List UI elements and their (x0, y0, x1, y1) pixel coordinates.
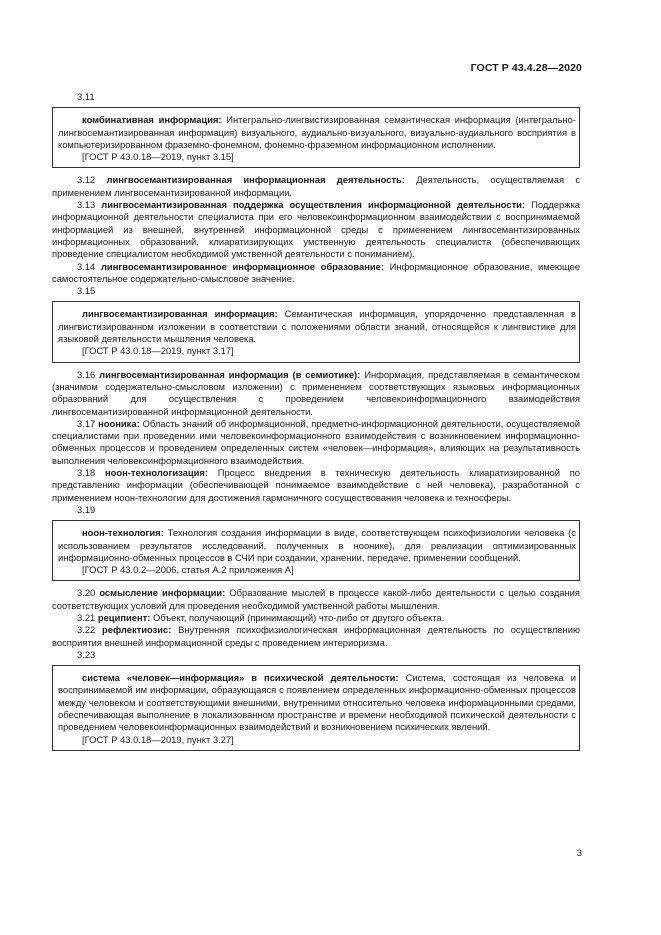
term-name: лингвосемантизированная информация (в семиотике): (99, 368, 361, 380)
term-body (58, 308, 576, 345)
term-number: 3.11 (77, 91, 95, 102)
term-name: ноон-технологизация: (104, 467, 209, 479)
term-name: лингвосемантизированное информационное образование: (100, 260, 384, 272)
term-entry (52, 261, 580, 286)
term-definition: Интегрально-лингвистизированная семантическая информация (интегрально-лингвосемантизированная информация) визуального, аудиально-визуального, визуально-аудиального восприятия в компьютеризированном фраземно-фонемном, фонемно-фраземном информационном исполнении. (58, 114, 577, 150)
term-number: 3.18 (77, 467, 96, 479)
term-number: 3.23 (77, 648, 96, 660)
term-name: осмысление информации: (99, 587, 226, 599)
term-definition: Деятельность, осуществляемая с применением лингвосемантизированной информации. (52, 174, 581, 198)
term-name: лингвосемантизированная информация: (82, 308, 278, 320)
term-reference: [ГОСТ Р 43.0.18—2019, пункт 3.15] (82, 151, 234, 163)
term-name: реципиент: (97, 611, 151, 623)
term-entry (52, 369, 580, 418)
term-definition: Система, состоящая из человека и воспринимаемой им информации, образующаяся с появлением определенных информационно-обменных процессов между человеком и соответствующими внешними, внутренними относительно человека информационными средами, обеспечивающая выполнение в локализованном пространстве и времени необходимой психической деятельности с проведением человекоинформационных взаимодействий и возникновением психических явлений. (58, 672, 576, 733)
term-frame (52, 665, 580, 751)
term-number: 3.13 (77, 199, 96, 211)
term-entry (52, 199, 580, 260)
term-number: 3.17 (77, 417, 96, 429)
term-entry-boxed (52, 504, 580, 581)
term-reference: [ГОСТ Р 43.0.18—2019, пункт 3.17] (82, 345, 234, 357)
term-number: 3.21 (77, 611, 96, 623)
page-number: 3 (576, 848, 582, 859)
term-reference: [ГОСТ Р 43.0.2—2006, статья А.2 приложения А] (82, 564, 294, 576)
term-number: 3.22 (77, 624, 96, 636)
term-name: ноон-технология: (82, 527, 164, 539)
term-frame (52, 301, 580, 362)
term-number: 3.20 (77, 587, 96, 599)
term-name: рефлектиозис: (102, 624, 172, 636)
term-entry (52, 612, 580, 624)
term-name: система «человек—информация» в психической деятельности: (82, 672, 399, 684)
term-name: нооника: (98, 417, 140, 429)
term-entry (52, 418, 580, 467)
term-definition: Внутренняя психофизиологическая информационная деятельность по осуществлению восприятия внешней информационной среды с проведением интериоризма. (52, 624, 580, 648)
term-entry (52, 174, 580, 199)
term-definition: Поддержка информационной деятельности специалиста при его человекоинформационном взаимодействии с воспринимаемой информацией из внешней, внутренней информационной среды с применением лингвосемантизированных информационных образований, клиаратизирующих умственную деятельность специалиста (обеспечивающих проведение специалистом необходимой умственной деятельности с пониманием). (52, 199, 581, 260)
term-entry-boxed (52, 649, 580, 751)
term-name: лингвосемантизированная информационная деятельность: (106, 174, 405, 186)
term-body (58, 527, 576, 564)
term-body (58, 672, 576, 733)
term-number: 3.14 (77, 260, 96, 272)
term-definition: Информационное образование, имеющее самостоятельное содержательно-смысловое значение. (52, 260, 580, 284)
term-frame (52, 520, 580, 581)
term-definition: Процесс внедрения в техническую деятельность клиаратизированной по представлению информации (обеспечивающей понимаемое взаимодействие с ней человека), разработанной с применением ноон-технологии для достижения гармоничного сосуществования человека и техносферы. (52, 467, 580, 503)
terms-content (52, 91, 580, 757)
term-name: комбинативная информация: (82, 114, 222, 126)
term-entry-boxed (52, 91, 580, 168)
term-name: лингвосемантизированная поддержка осуществления информационной деятельности: (101, 199, 526, 211)
term-frame (52, 107, 580, 168)
term-body (58, 114, 576, 151)
term-reference: [ГОСТ Р 43.0.18—2019, пункт 3.27] (82, 733, 234, 745)
term-number: 3.19 (77, 503, 96, 515)
term-entry (52, 587, 580, 612)
term-definition: Технология создания информации в виде, соответствующем психофизиологии человека (с использованием результатов исследований, полученных в ноонике), для реализации оптимизированных информационно-обменных процессов в СЧИ при создании, хранении, передаче, применении сообщений. (58, 527, 576, 563)
term-entry (52, 467, 580, 504)
term-definition: Объект, получающий (принимающий) что-либо от другого объекта. (150, 611, 445, 623)
term-entry-boxed (52, 285, 580, 362)
term-number: 3.15 (77, 285, 96, 297)
term-definition: Информация, представляемая в семантическом (значимом содержательно-смысловом изложении) с применением соответствующих языковых информационных образований для осуществления с проведением человекоинформационного взаимодействия лингвосемантизированной информационной деятельности. (52, 368, 580, 417)
term-definition: Образование мыслей в процессе какой-либо деятельности с целью создания соответствующих условий для проведения необходимой умственной работы мышления. (52, 587, 580, 611)
term-definition: Семантическая информация, упорядоченно представленная в лингвистизированном изложении в соответствии с положениями области знаний, относящейся к лингвистике для языковой деятельности мышления человека. (58, 308, 576, 345)
term-number: 3.12 (77, 174, 96, 186)
term-definition: Область знаний об информационной, предметно-информационной деятельности, осуществляемой специалистами при проведении ими человекоинформационного взаимодействия с возникновением информационно-обменных процессов и проведением определенных систем «человек—информация», влияющих на результативность выполнения человекоинформационного взаимодействия. (52, 417, 581, 466)
term-number: 3.16 (77, 368, 96, 380)
standard-header: ГОСТ Р 43.4.28—2020 (470, 62, 582, 74)
term-entry (52, 624, 580, 649)
